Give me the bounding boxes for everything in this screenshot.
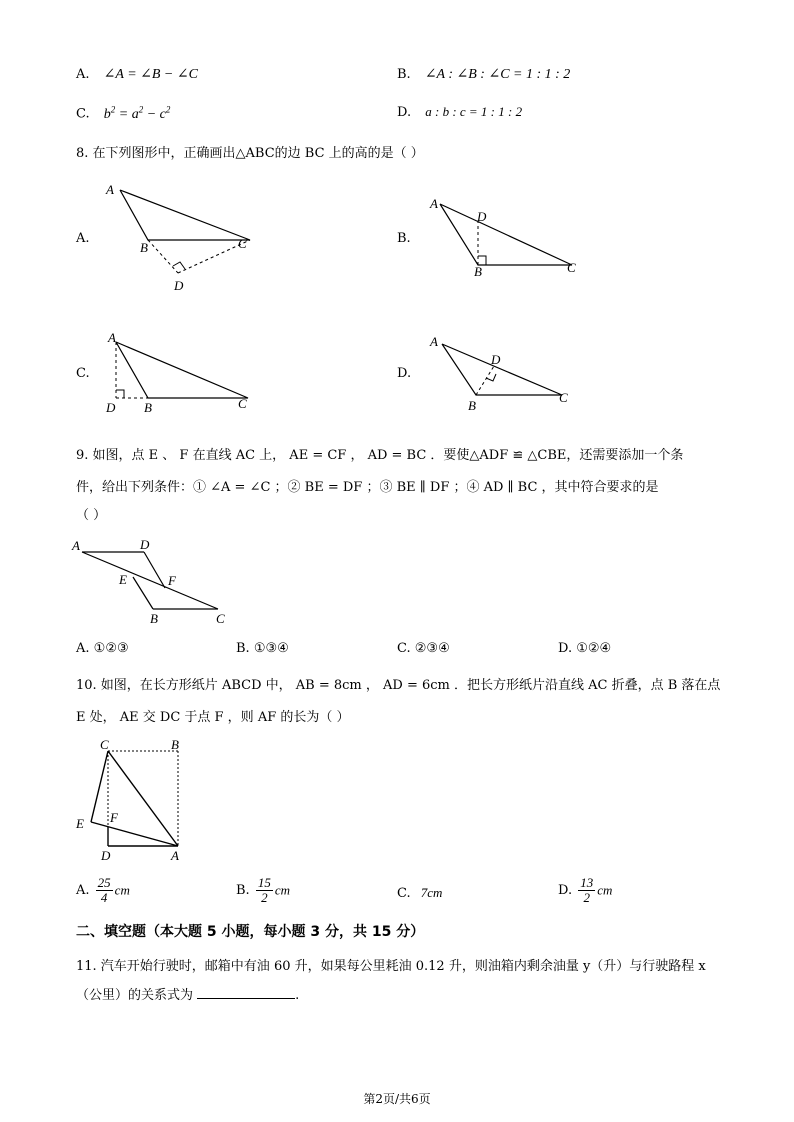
q8-figure-c	[100, 330, 260, 420]
q10-option-b: B. $\frac{15}{2}$ cm	[236, 875, 290, 905]
q9-figure	[70, 535, 240, 630]
q9-option-b: B. ①③④	[236, 641, 289, 656]
q9-label-c: C	[216, 611, 225, 626]
q7-option-b-text: ∠A : ∠B : ∠C = 1 : 1 : 2	[424, 67, 571, 82]
q9-label-b: B	[150, 611, 158, 626]
q10-option-c: C. 7cm	[397, 885, 443, 901]
q8-option-c-label: C.	[76, 366, 90, 381]
q9-stem-line1: 9. 如图，点 E 、 F 在直线 AC 上， AE = CF ， AD = BC ．要使△ADF ≌ △CBE，还需要添加一个条	[76, 448, 684, 463]
q7-option-a-label: A.	[76, 67, 90, 82]
q8b-label-b: B	[474, 264, 482, 279]
q8a-label-a: A	[106, 182, 114, 197]
q7-option-d-label: D.	[397, 105, 412, 120]
q10-label-a: A	[171, 848, 179, 863]
q8d-label-b: B	[468, 398, 476, 413]
section-2-title: 二、填空题（本大题 5 小题，每小题 3 分，共 15 分）	[76, 924, 425, 940]
q10-label-d: D	[101, 848, 111, 863]
q8-figure-d	[420, 330, 580, 420]
q9-option-a: A. ①②③	[76, 641, 129, 656]
q8-option-d-label: D.	[397, 366, 412, 381]
q9-label-e: E	[119, 572, 127, 587]
q11-stem-line2: （公里）的关系式为 .	[76, 988, 300, 1003]
q8-stem: 8. 在下列图形中，正确画出△ABC的边 BC 上的高的是（ ）	[76, 146, 424, 161]
q10-label-e: E	[76, 816, 84, 831]
q9-stem-line2: 件，给出下列条件：① ∠A = ∠C ；② BE = DF ；③ BE ∥ DF ；④ AD ∥ BC ，其中符合要求的是	[76, 480, 659, 495]
q11-answer-blank[interactable]	[197, 986, 295, 999]
q8-figure-a	[100, 180, 260, 295]
q7-option-a	[76, 66, 198, 83]
q9-label-a: A	[72, 538, 80, 553]
q10-option-a: A. $\frac{25}{4}$ cm	[76, 875, 130, 905]
q8a-label-c: C	[238, 236, 247, 251]
q9-label-f: F	[168, 573, 176, 588]
q7-option-d	[397, 104, 522, 120]
q8-option-b-label: B.	[397, 231, 411, 246]
q8d-label-d: D	[491, 352, 501, 367]
q11-stem-line1: 11. 汽车开始行驶时，邮箱中有油 60 升，如果每公里耗油 0.12 升，则油箱内剩余油量 y（升）与行驶路程 x	[76, 959, 706, 974]
q8d-label-c: C	[559, 390, 568, 405]
q10-stem-line2: E 处， AE 交 DC 于点 F ，则 AF 的长为（ ）	[76, 710, 350, 725]
q7-option-c-text: $b^2 = a^2 - c^2$	[103, 104, 171, 122]
q8c-label-d: D	[106, 400, 116, 415]
page-footer: 第2页/共6页	[363, 1092, 431, 1106]
q10-label-f: F	[110, 810, 118, 825]
q10-figure	[70, 736, 200, 866]
q10-option-d: D. $\frac{13}{2}$ cm	[558, 875, 613, 905]
q8-figure-b	[420, 190, 590, 280]
q7-option-a-text: ∠A = ∠B − ∠C	[103, 67, 198, 82]
q7-option-b-label: B.	[397, 67, 411, 82]
q7-option-d-text: a : b : c = 1 : 1 : 2	[425, 104, 523, 119]
q7-option-c-label: C.	[76, 106, 90, 122]
q8c-label-b: B	[144, 400, 152, 415]
q8-option-a-label: A.	[76, 231, 90, 246]
q8b-label-d: D	[477, 209, 487, 224]
q9-stem-line3: （ ）	[76, 508, 107, 523]
q7-option-c	[76, 104, 170, 123]
q8c-label-c: C	[238, 396, 247, 411]
q10-stem-line1: 10. 如图，在长方形纸片 ABCD 中， AB = 8cm ， AD = 6cm ．把长方形纸片沿直线 AC 折叠，点 B 落在点	[76, 678, 721, 693]
q8d-label-a: A	[430, 334, 438, 349]
q7-option-b	[397, 66, 570, 83]
q8c-label-a: A	[108, 330, 116, 345]
q10-label-c: C	[100, 737, 109, 752]
q9-label-d: D	[140, 537, 150, 552]
q8a-label-b: B	[140, 240, 148, 255]
q8b-label-c: C	[567, 260, 576, 275]
q9-option-c: C. ②③④	[397, 641, 450, 656]
q8b-label-a: A	[430, 196, 438, 211]
q8a-label-d: D	[174, 278, 184, 293]
q10-label-b: B	[171, 737, 179, 752]
q9-option-d: D. ①②④	[558, 641, 612, 656]
